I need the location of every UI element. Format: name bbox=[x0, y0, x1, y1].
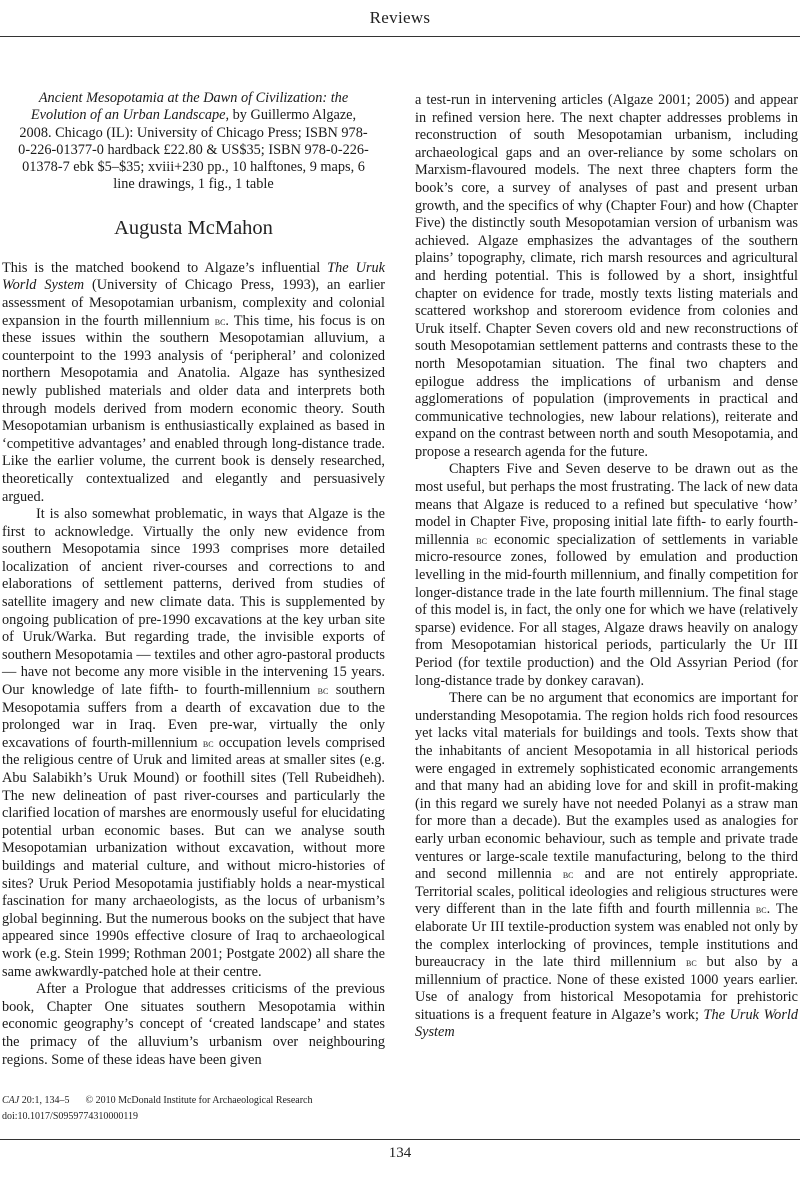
book-citation bbox=[16, 90, 371, 194]
page-number: 134 bbox=[388, 1145, 412, 1161]
paragraph: This is the matched bookend to Algaze’s influential The Uruk World System (University of Chicago Press, 1993), an earlier assessment of Mesopotamian urbanism, complexity and colonial expansion in the fourth millennium bc. This time, his focus is on these issues within the southern Mesopotamian alluvium, a counterpoint to the 1993 analysis of ‘peripheral’ and colonized northern Mesopotamia and Anatolia. Algaze has synthesized newly published materials and older data and interprets both through models derived from modern economic theory. South Mesopotamian urbanism is enthusiastically explained as based in ‘competitive advantages’ and enabled through long-distance trade. Like the earlier volume, the current book is densely researched, theoretically contextualized and elegantly and persuasively argued. bbox=[2, 259, 385, 505]
paragraph: It is also somewhat problematic, in ways that Algaze is the first to acknowledge. Virtually the only new evidence from southern Mesopotamia since 1993 comprises more detailed localization of ancient river-courses and corrections to and elaborations of settlement patterns, derived from studies of satellite imagery and new climate data. This is supplemented by ongoing publication of pre-1990 excavations at the key urban site of Uruk/Warka. But regarding trade, the invisible exports of southern Mesopotamia — textiles and other agro-pastoral products — have not become any more visible in the intervening 15 years. Our knowledge of late fifth- to fourth-millennium bc southern Mesopotamia suffers from a dearth of excavation due to the prolonged war in Iraq. Even pre-war, virtually the only excavations of fourth-millennium bc occupation levels comprised the religious centre of Uruk and limited areas at smaller sites (e.g. Abu Salabikh’s Uruk Mound) or foothill sites (Tell Rubeidheh). The new delineation of past river-courses and particularly the clarified location of marshes are enormously useful for elucidating potential urban economic bases. But can we analyse south Mesopotamian urbanization without excavation, without more buildings and material culture, and without micro-histories of sites? Uruk Period Mesopotamia justifiably holds a near-mystical fascination for many archaeologists, as the locus of urbanism’s global beginning. But the numerous books on the subject that have appeared since 1990s effective closure of Iraq to archaeological work (e.g. Stein 1999; Rothman 2001; Postgate 2002) all share the same awkwardly-patched hole at their centre. bbox=[2, 506, 385, 980]
paragraph: After a Prologue that addresses criticisms of the previous book, Chapter One situates southern Mesopotamia within economic geography’s concept of ‘created landscape’ and states the primacy of the alluvium’s urbanism over neighbouring regions. Some of these ideas have been given bbox=[2, 981, 385, 1068]
copyright-notice: © 2010 McDonald Institute for Archaeological Research bbox=[85, 1095, 313, 1106]
header-rule bbox=[0, 36, 800, 37]
footer-rule bbox=[0, 1139, 800, 1140]
journal-abbrev: CAJ bbox=[2, 1095, 20, 1106]
citation-details: by Guillermo Algaze, 2008. Chicago (IL): University of Chicago Press; ISBN 978-0-226-01377-0 hardback £22.80 & US$35; ISBN 978-0-226-01378-7 ebk $5–$35; xviii+230 pp., 10 halftones, 9 maps, 6 line drawings, 1 fig., 1 table bbox=[18, 107, 369, 193]
book-title: Ancient Mesopotamia at the Dawn of Civilization: the Evolution of an Urban Landscape, bbox=[30, 90, 349, 124]
cited-title: The Uruk World System bbox=[415, 1006, 799, 1041]
paragraph: a test-run in intervening articles (Algaze 2001; 2005) and appear in refined version here. The next chapter addresses problems in reconstruction of south Mesopotamian urbanism, including archaeological gaps and an over-reliance by some scholars on Marxism-flavoured models. The next three chapters form the book’s core, a survey of analyses of past and present urban growth, and the specifics of why (Chapter Four) and how (Chapter Five) the distinctly south Mesopotamian version of urbanism was achieved. Algaze emphasizes the advantages of the southern plains’ topography, climate, rich marsh resources and agricultural and herding potential. This is followed by a short, insightful chapter on evidence for trade, mostly texts listing materials and scattered workshop and storeroom evidence from colonies and Uruk itself. Chapter Seven covers old and new reconstructions of south Mesopotamian settlement patterns and contrasts these to the north Mesopotamian situation. The final two chapters and epilogue address the implications of urbanism and dense agglomerations of population (improvements in practical and communicative technologies, new labour relations), reiterate and expand on the contrast between north and south Mesopotamia, and propose a research agenda for the future. bbox=[415, 92, 798, 460]
journal-footer bbox=[2, 1093, 312, 1125]
reviewer-name: Augusta McMahon bbox=[114, 216, 273, 239]
right-column bbox=[415, 92, 798, 1042]
left-column bbox=[2, 90, 385, 1069]
journal-volume: 20:1, 134–5 bbox=[19, 1095, 70, 1106]
doi: doi:10.1017/S0959774310000119 bbox=[2, 1111, 139, 1122]
cited-title: The Uruk World System bbox=[2, 259, 385, 294]
paragraph: Chapters Five and Seven deserve to be drawn out as the most useful, but perhaps the most frustrating. The lack of new data means that Algaze is reduced to a refined but speculative ‘how’ model in Chapter Five, proposing initial late fifth- to early fourth-millennia bc economic specialization of settlements in variable micro-resource zones, followed by emulation and production levelling in the mid-fourth millennium, and finally competition for longer-distance trade in the late fourth millennium. The final stage of this model is, in fact, the only one for which we have (relatively sparse) evidence. For all stages, Algaze draws heavily on analogy from Mesopotamian historical periods, particularly the Ur III Period (for textile production) and the Old Assyrian Period (for long-distance trade by donkey caravan). bbox=[415, 461, 798, 689]
paragraph: There can be no argument that economics are important for understanding Mesopotamia. The region holds rich food resources yet lacks vital materials for buildings and tools. Texts show that the inhabitants of ancient Mesopotamia in all historical periods were engaged in extremely sophisticated economic arrangements and that many had an abiding love for and skill in profit-making (in this regard we surely have not needed Polanyi as a straw man for more than a decade). But the examples used as analogies for early urban economic behaviour, such as temple and private trade ventures or large-scale textile manufacturing, belong to the third and second millennia bc and are not entirely appropriate. Territorial scales, political ideologies and religious structures were very different than in the late fifth and fourth millennia bc. The elaborate Ur III textile-production system was enabled not only by the complex interlocking of provinces, temple institutions and bureaucracy in the late third millennium bc but also by a millennium of practice. None of these existed 1000 years earlier. Use of analogy from historical Mesopotamia for prehistoric situations is a frequent feature in Algaze’s work; The Uruk World System bbox=[415, 690, 799, 1041]
running-head: Reviews bbox=[369, 8, 431, 27]
